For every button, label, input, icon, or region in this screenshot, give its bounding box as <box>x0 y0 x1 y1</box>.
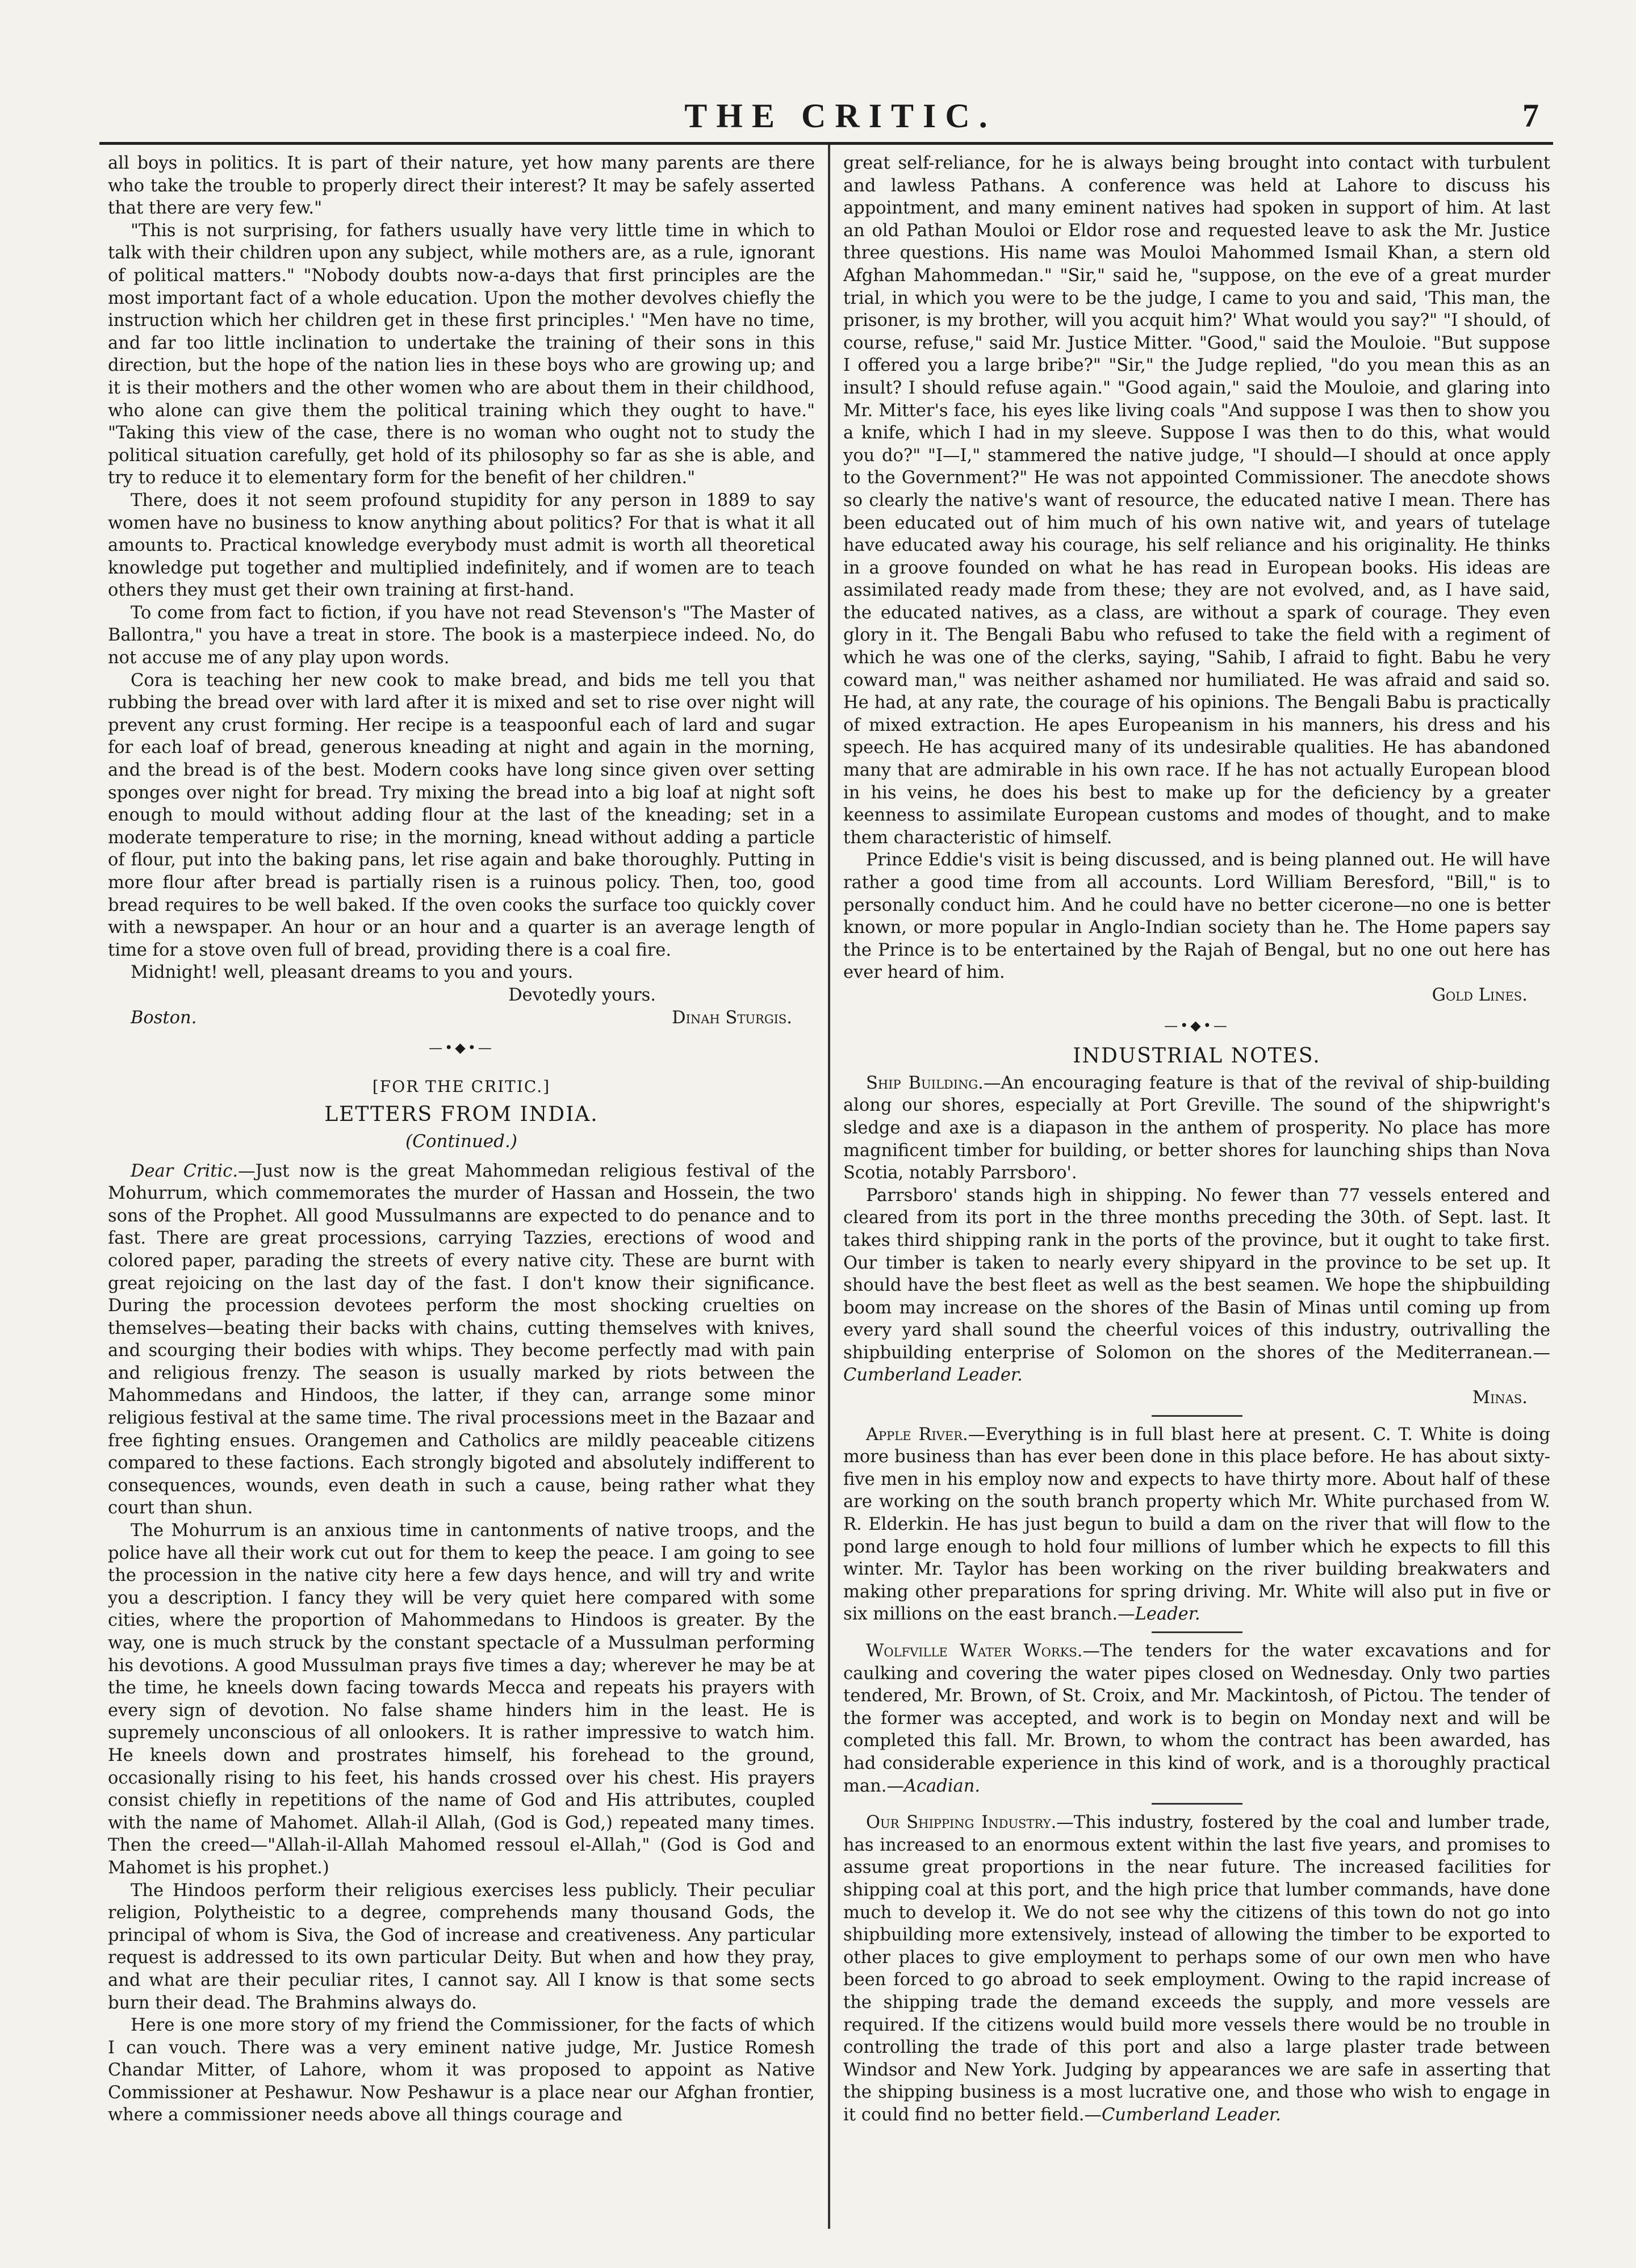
left-column <box>108 152 815 2225</box>
paragraph: Prince Eddie's visit is being discussed, and is being planned out. He will have rather a good time from all accounts. Lord William Beresford, "Bill," is to personally conduct him. And he could have no better cicerone—no one is better known, or more popular in Anglo-Indian society than he. The Home papers say the Prince is to be entertained by the Rajah of Bengal, but no one out here has ever heard of him. <box>843 850 1550 983</box>
paragraph: The Mohurrum is an anxious time in cantonments of native troops, and the police have all their work cut out for them to keep the peace. I am going to see the procession in the native city here a few days hence, and will try and write you a description. I fancy they will be very quiet here compared with some cities, where the proportion of Mahommedans to Hindoos is greater. By the way, one is much struck by the constant spectacle of a Mussulman performing his devotions. A good Mussulman prays five times a day; wherever he may be at the time, he kneels down facing towards Mecca and repeats his prayers with every sign of devotion. No false shame hinders him in the least. He is supremely unconscious of all onlookers. It is rather impressive to watch him. He kneels down and prostrates himself, his forehead to the ground, occasionally rising to his feet, his hands crossed over his chest. His prayers consist chiefly in repetitions of the name of God and His attributes, coupled with the name of Mahomet. Allah-il Allah, (God is God,) repeated many times. Then the creed—"Allah-il-Allah Mahomed ressoul el-Allah," (God is God and Mahomet is his prophet.) <box>108 1521 815 1878</box>
signature-line <box>108 1007 815 1030</box>
paragraph: The Hindoos perform their religious exercises less publicly. Their peculiar religion, Polytheistic to a degree, comprehends many thousand Gods, the principal of whom is Siva, the God of increase and creativeness. Any particular request is addressed to its own particular Deity. But when and how they pray, and what are their peculiar rites, I cannot say. All I know is that some sects burn their dead. The Brahmins always do. <box>108 1880 815 2013</box>
header-rule <box>99 142 1553 145</box>
item-source: Cumberland Leader. <box>1101 2104 1281 2125</box>
section-kicker: [FOR THE CRITIC.] <box>372 1077 551 1096</box>
right-column <box>843 152 1550 2225</box>
item-divider <box>1152 1803 1242 1805</box>
item-text: —This industry, fostered by the coal and lumber trade, has increased to an enormous extent within the last five years, and promises to assume great proportions in the near future. The increased facilities for shipping coal at this port, and the high price that lumber commands, have done much to develop it. We do not see why the citizens of this town do not go into shipbuilding more extensively, instead of allowing the timber to be exported to other places to give employment to perhaps some of our own men who have been forced to go abroad to seek employment. Owing to the rapid increase of the shipping trade the demand exceeds the supply, and more vessels are required. If the citizens would build more vessels there would be no trouble in controlling the trade of this port and also a large plaster trade between Windsor and New York. Judging by appearances we are safe in asserting that the shipping business is a most lucrative one, and those who wish to engage in it could find no better field.— <box>843 1813 1550 2125</box>
item-divider <box>1152 1631 1242 1633</box>
author-signature: Gold Lines. <box>1432 985 1528 1005</box>
page-header <box>102 97 1556 148</box>
news-item <box>843 1811 1550 2126</box>
dateline-city: Boston. <box>131 1007 197 1028</box>
news-item <box>843 1424 1550 1626</box>
paragraph-text: —Just now is the great Mahommedan religious festival of the Mohurrum, which commemorates the murder of Hassan and Hossein, the two sons of the Prophet. All good Mussulmanns are expected to do penance and to fast. There are great processions, carrying Tazzies, erections of wood and colored paper, parading the streets of every native city. These are burnt with great rejoicing on the last day of the fast. I don't know their significance. During the procession devotees perform the most shocking cruelties on themselves—beating their backs with chains, cutting themselves with knives, and scourging their bodies with whips. They become perfectly mad with pain and religious frenzy. The season is usually marked by riots between the Mahommedans and Hindoos, the latter, if they can, arrange some minor religious festival at the same time. The rival processions meet in the Bazaar and free fighting ensues. Orangemen and Catholics are mildly peaceable citizens compared to these factions. Each strongly bigoted and absolutely indifferent to consequences, wounds, even death in such a cause, being rather what they court than shun. <box>108 1161 815 1518</box>
article-title: LETTERS FROM INDIA. <box>324 1103 599 1127</box>
valediction: Devotedly yours. <box>508 985 656 1005</box>
item-text: —Everything is in full blast here at present. C. T. White is doing more business than has ever been done in this place before. He has about sixty-five men in his employ now and expects to have thirty more. About half of these are working on the south branch property which Mr. White purchased from W. R. Elderkin. He has just begun to build a dam on the river that will flow to the pond large enough to hold four millions of lumber which he expects to fill this winter. Mr. Taylor has been working on the river building breakwaters and making other preparations for spring driving. Mr. White will also put in five or six millions on the east branch.— <box>843 1424 1550 1625</box>
item-source: Leader. <box>1135 1604 1200 1625</box>
item-source: Cumberland Leader. <box>843 1365 1023 1386</box>
paragraph: great self-reliance, for he is always being brought into contact with turbulent and lawless Pathans. A conference was held at Lahore to discuss his appointment, and many eminent natives had spoken in support of him. At last an old Pathan Mouloi or Eldor rose and requested leave to ask the Mr. Justice three questions. His name was Mouloi Mahommed Ismail Khan, a stern old Afghan Mahommedan." "Sir," said he, "suppose, on the eve of a great murder trial, in which you were to be the judge, I came to you and said, 'This man, the prisoner, is my brother, will you acquit him?' What would you say?" "I should, of course, refuse," said Mr. Justice Mitter. "Good," said the Mouloie. "But suppose I offered you a large bribe?" "Sir," the Judge replied, "do you mean this as an insult? I should refuse again." "Good again," said the Mouloie, and glaring into Mr. Mitter's face, his eyes like living coals "And suppose I was then to show you a knife, which I had in my sleeve. Suppose I was then to do this, what would you do?" "I—I," stammered the native judge, "I should—I should at once apply to the Government?" He was not appointed Commissioner. The anecdote shows so clearly the native's want of resource, the educated native I mean. There has been educated out of him much of his own native wit, and years of tutelage have educated away his courage, his self reliance and his originality. He thinks in a groove founded on what he has read in European books. His ideas are assimilated ready made from these; they are not evolved, and, as I have said, the educated natives, as a class, are without a spark of courage. They even glory in it. The Bengali Babu who refused to take the field with a regiment of which he was one of the clerks, saying, "Sahib, I afraid to fight. Babu he very coward man," was neither ashamed nor humiliated. He was afraid and said so. He had, at any rate, the courage of his opinions. The Bengali Babu is practically of mixed extraction. He apes Europeanism in his manners, his dress and his speech. He has acquired many of its undesirable qualities. He has abandoned many that are admirable in his own race. If he has not actually European blood in his veins, he does his best to make up for the deficiency by a greater keenness to assimilate European customs and modes of thought, and to make them characteristic of himself. <box>843 153 1550 848</box>
masthead: THE CRITIC. <box>684 97 997 135</box>
news-item <box>843 1072 1550 1185</box>
item-heading: Ship Building. <box>866 1073 984 1093</box>
column-divider <box>828 145 830 2229</box>
item-text: Parrsboro' stands high in shipping. No fewer than 77 vessels entered and cleared from its port in the three months preceding the 30th. of Sept. last. It takes third shipping rank in the ports of the province, but it ought to take first. Our timber is taken to nearly every shipyard in the province to be set up. It should have the best fleet as well as the best seamen. We hope the shipbuilding boom may increase on the shores of the Basin of Minas until coming up from every yard shall sound the cheerful voices of this industry, outrivalling the shipbuilding enterprise of Solomon on the shores of the Mediterranean.— <box>843 1185 1550 1363</box>
ornament-divider: —•◆•— <box>1164 1017 1229 1033</box>
item-source: Acadian. <box>903 1776 981 1796</box>
item-heading: Apple River. <box>866 1424 968 1445</box>
item-divider <box>1152 1415 1242 1417</box>
paragraph: Midnight! well, pleasant dreams to you and yours. <box>131 963 574 983</box>
news-item <box>843 1640 1550 1797</box>
paragraph <box>108 1160 815 1520</box>
section-title: INDUSTRIAL NOTES. <box>1073 1044 1321 1068</box>
article-subtitle: (Continued.) <box>405 1131 517 1152</box>
paragraph: To come from fact to fiction, if you have not read Stevenson's "The Master of Ballontra," you have a treat in store. The book is a masterpiece indeed. No, do not accuse me of any play upon words. <box>108 602 815 668</box>
page-number: 7 <box>1522 97 1539 134</box>
news-item <box>843 1185 1550 1387</box>
salutation: Dear Critic. <box>131 1161 239 1181</box>
ornament-divider: —•◆•— <box>429 1040 494 1056</box>
item-heading: Our Shipping Industry. <box>866 1813 1057 1833</box>
paragraph: Here is one more story of my friend the Commissioner, for the facts of which I can vouch. There was a very eminent native judge, Mr. Justice Romesh Chandar Mitter, of Lahore, whom it was proposed to appoint as Native Commissioner at Peshawur. Now Peshawur is a place near our Afghan frontier, where a commissioner needs above all things courage and <box>108 2015 815 2125</box>
item-text: —An encouraging feature is that of the revival of ship-building along our shores, especially at Port Greville. The sound of the shipwright's sledge and axe is a diapason in the anthem of prosperity. No place has more magnificent timber for building, or better shores for launching ships than Nova Scotia, notably Parrsboro'. <box>843 1073 1550 1183</box>
paragraph: Cora is teaching her new cook to make bread, and bids me tell you that rubbing the bread over with lard after it is mixed and set to rise over night will prevent any crust forming. Her recipe is a teaspoonful each of lard and sugar for each loaf of bread, generous kneading at night and again in the morning, and the bread is of the best. Modern cooks have long since given over setting sponges over night for bread. Try mixing the bread into a big loaf at night soft enough to mould without adding flour at the last of the kneading; set in a moderate temperature to rise; in the morning, knead without adding a particle of flour, put into the baking pans, let rise again and bake thoroughly. Putting in more flour after bread is partially risen is a ruinous policy. Then, too, good bread requires to be well baked. If the oven cooks the surface too quickly cover with a newspaper. An hour or an hour and a quarter is an average length of time for a stove oven full of bread, providing there is a coal fire. <box>108 670 815 960</box>
paragraph: "This is not surprising, for fathers usually have very little time in which to talk with their children upon any subject, while mothers are, as a rule, ignorant of political matters." "Nobody doubts now-a-days that first principles are the most important fact of a whole education. Upon the mother devolves chiefly the instruction which her children get in these first principles.' "Men have no time, and far too little inclination to undertake the training of their sons in this direction, but the hope of the nation lies in these boys who are growing up; and it is their mothers and the other women who are about them in their childhood, who alone can give them the political training which they ought to have." "Taking this view of the case, there is no woman who ought not to study the political situation carefully, get hold of its philosophy so far as she is able, and try to reduce it to elementary form for the benefit of her children." <box>108 220 815 488</box>
item-signature: Minas. <box>1472 1388 1528 1408</box>
item-text: —The tenders for the water excavations and for caulking and covering the water pipes closed on Wednesday. Only two parties tendered, Mr. Brown, of St. Croix, and Mr. Mackintosh, of Pictou. The tender of the former was accepted, and work is to begin on Monday next and will be completed this fall. Mr. Brown, to whom the contract has been awarded, has had considerable experience in this kind of work, and is a thoroughly practical man.— <box>843 1641 1550 1796</box>
paragraph: There, does it not seem profound stupidity for any person in 1889 to say women have no business to know anything about politics? For that is what it all amounts to. Practical knowledge everybody must admit is worth all theoretical knowledge put together and multiplied indefinitely, and if women are to teach others they must get their own training at first-hand. <box>108 490 815 601</box>
author-name: Dinah Sturgis. <box>672 1007 792 1028</box>
paragraph: all boys in politics. It is part of their nature, yet how many parents are there who take the trouble to properly direct their interest? It may be safely asserted that there are very few." <box>108 153 815 219</box>
item-heading: Wolfville Water Works. <box>866 1641 1083 1661</box>
